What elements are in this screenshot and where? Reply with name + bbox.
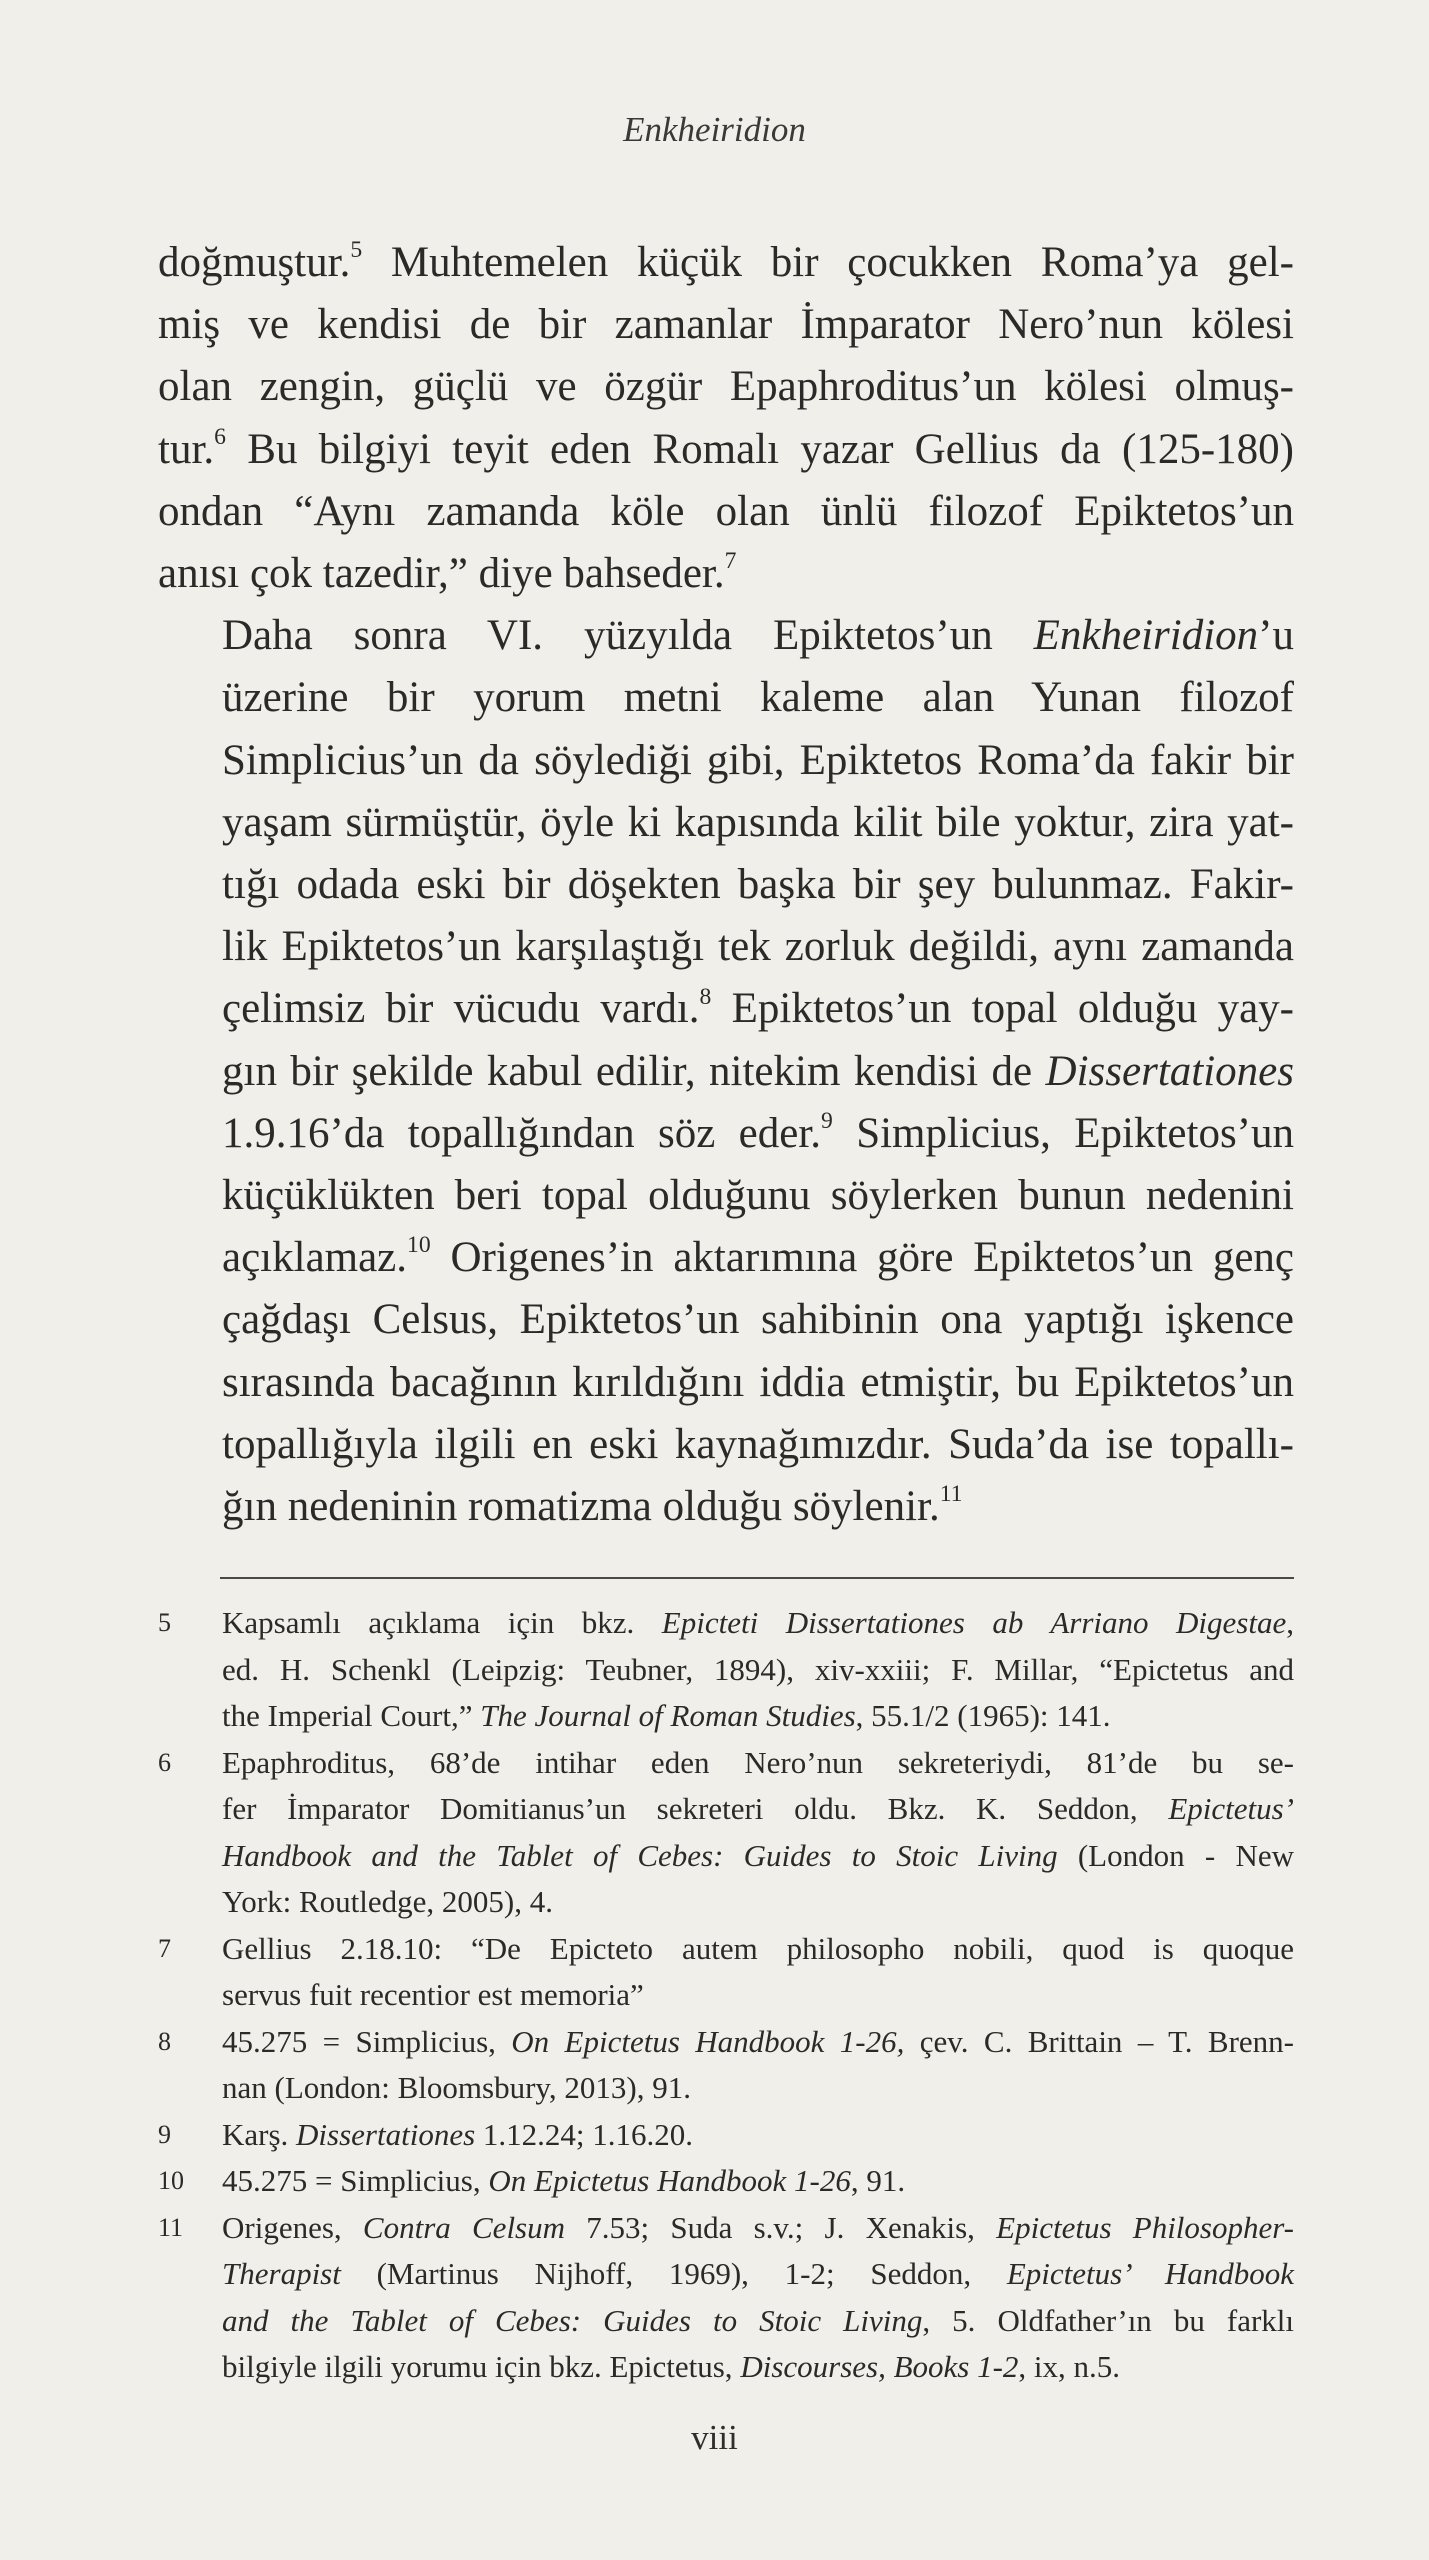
footnote-5: [158, 1600, 1294, 1740]
text-line: [158, 543, 1294, 605]
text-run: çev. C. Brittain – T. Brenn-: [904, 2023, 1294, 2059]
text-line: [158, 1352, 1294, 1414]
italic-title: Handbook and the Tablet of Cebes: Guides to Stoic Living: [222, 1837, 1058, 1873]
text-run: Kapsamlı açıklama için bkz.: [222, 1605, 662, 1640]
text-run: tığı odada eski bir döşekten başka bir şey bulunmaz. Fakir-: [222, 861, 1294, 909]
text-line: [158, 232, 1294, 294]
footnote-7: [158, 1926, 1294, 2019]
text-run: bilgiyle ilgili yorumu için bkz. Epictetus,: [222, 2349, 741, 2384]
paragraph-1: [158, 232, 1294, 605]
text-run: nan (London: Bloomsbury, 2013), 91.: [222, 2070, 691, 2105]
text-run: servus fuit recentior est memoria”: [222, 1977, 644, 2012]
italic-title: Discourses, Books 1-2: [740, 2349, 1019, 2384]
italic-title: Epictetus’: [1168, 1791, 1294, 1826]
text-run: , 55.1/2 (1965): 141.: [855, 1698, 1111, 1733]
paragraph-2: [158, 605, 1294, 1538]
text-line: [158, 605, 1294, 667]
text-line: [158, 667, 1294, 729]
italic-title: Enkheiridion: [1033, 612, 1259, 660]
footnote-text: [222, 1740, 1294, 1926]
text-run: çağdaşı Celsus, Epiktetos’un sahibinin ona yaptığı işkence: [222, 1296, 1294, 1344]
footnote-line: [222, 2298, 1294, 2345]
page-number: viii: [691, 2418, 738, 2457]
text-line: [158, 1476, 1294, 1538]
text-run: miş ve kendisi de bir zamanlar İmparator Nero’nun kölesi: [158, 301, 1294, 349]
text-run: the Imperial Court,”: [222, 1698, 481, 1733]
text-run: Origenes,: [222, 2209, 363, 2245]
footnote-text: [222, 2205, 1294, 2391]
footnote-text: [222, 1926, 1294, 2019]
footnote-number: 9: [158, 2119, 171, 2149]
italic-title: Contra Celsum: [362, 2209, 566, 2245]
italic-title: The Journal of Roman Studies: [480, 1698, 856, 1733]
text-run: açıklamaz.: [222, 1234, 408, 1282]
text-run: ğın nedeninin romatizma olduğu söylenir.: [222, 1483, 940, 1531]
text-run: Gellius 2.18.10: “De Epicteto autem philosopho nobili, quod is quoque: [222, 1930, 1294, 1966]
text-run: , ix, n.5.: [1018, 2349, 1121, 2384]
text-line: [158, 916, 1294, 978]
text-run: ondan “Aynı zamanda köle olan ünlü filozof Epiktetos’un: [158, 487, 1294, 535]
footnote-number: 5: [158, 1608, 171, 1637]
text-line: [158, 730, 1294, 792]
text-line: [158, 978, 1294, 1040]
footnote-line: [222, 2112, 1294, 2159]
italic-title: On Epictetus Handbook 1-26: [488, 2163, 851, 2198]
text-run: gın bir şekilde kabul edilir, nitekim kendisi de: [222, 1047, 1046, 1095]
footnote-line: [222, 2019, 1294, 2066]
text-run: Muhtemelen küçük bir çocukken Roma’ya gel-: [362, 239, 1294, 286]
text-line: [158, 419, 1294, 481]
text-run: küçüklükten beri topal olduğunu söylerken bunun nedenini: [222, 1172, 1294, 1220]
text-line: [158, 854, 1294, 916]
text-line: [158, 1041, 1294, 1103]
footnote-line: [222, 2205, 1294, 2252]
footnote-8: [158, 2019, 1294, 2112]
footnote-ref: 5: [350, 237, 363, 264]
footnote-rule: [220, 1577, 1294, 1579]
text-run: Epaphroditus, 68’de intihar eden Nero’nun sekreteriydi, 81’de bu se-: [222, 1744, 1294, 1780]
footnote-number: 10: [158, 2166, 184, 2195]
italic-title: Dissertationes: [296, 2116, 476, 2152]
footnote-line: [222, 2251, 1294, 2298]
text-run: Epiktetos’un topal olduğu yay-: [711, 985, 1294, 1033]
text-run: 1.12.24; 1.16.20.: [475, 2116, 694, 2152]
text-run: tur.: [158, 425, 215, 473]
footnote-ref: 6: [214, 423, 226, 450]
italic-title: Epicteti Dissertationes ab Arriano Digestae: [661, 1605, 1287, 1640]
footnote-number: 7: [158, 1933, 171, 1963]
text-line: [158, 1227, 1294, 1289]
footnote-number: 6: [158, 1747, 171, 1777]
text-line: [158, 481, 1294, 543]
text-run: 1.9.16’da topallığından söz eder.: [222, 1109, 822, 1157]
text-run: Bu bilgiyi teyit eden Romalı yazar Gellius da (125-180): [225, 425, 1294, 473]
text-line: [158, 792, 1294, 854]
text-run: ed. H. Schenkl (Leipzig: Teubner, 1894), xiv-xxiii; F. Millar, “Epictetus and: [222, 1651, 1294, 1687]
footnote-6: [158, 1740, 1294, 1926]
italic-title: Therapist: [222, 2256, 341, 2291]
footnote-ref: 10: [407, 1232, 431, 1259]
text-line: [158, 1289, 1294, 1351]
footnote-ref: 7: [724, 548, 737, 575]
footnote-line: [222, 1833, 1294, 1880]
footnotes: [158, 1600, 1294, 2391]
footnote-number: 8: [158, 2026, 171, 2056]
footnote-line: [222, 1647, 1294, 1694]
text-line: [158, 1165, 1294, 1227]
main-text: [158, 232, 1294, 1538]
text-line: [158, 294, 1294, 356]
footnote-10: [158, 2158, 1294, 2205]
text-run: Simplicius’un da söylediği gibi, Epiktetos Roma’da fakir bir: [222, 736, 1294, 784]
footnote-line: [222, 1693, 1294, 1740]
text-run: üzerine bir yorum metni kaleme alan Yunan filozof: [222, 674, 1294, 722]
text-run: topallığıyla ilgili en eski kaynağımızdır. Suda’da ise topallı-: [222, 1420, 1294, 1468]
text-run: olan zengin, güçlü ve özgür Epaphroditus’un kölesi olmuş-: [158, 363, 1294, 411]
text-run: (London - New: [1057, 1837, 1294, 1873]
footnote-number: 11: [158, 2212, 184, 2242]
text-run: 45.275 = Simplicius,: [222, 2163, 489, 2198]
footnote-text: [222, 2158, 1294, 2205]
text-run: Simplicius, Epiktetos’un: [832, 1109, 1295, 1157]
text-run: Origenes’in aktarımına göre Epiktetos’un genç: [430, 1234, 1294, 1282]
text-run: çelimsiz bir vücudu vardı.: [222, 985, 700, 1033]
text-line: [158, 1103, 1294, 1165]
italic-title: On Epictetus Handbook 1-26,: [511, 2023, 905, 2059]
text-line: [158, 356, 1294, 418]
footnote-line: [222, 1926, 1294, 1973]
footnote-text: [222, 1600, 1294, 1740]
footnote-ref: 8: [699, 983, 712, 1010]
text-run: , 5. Oldfather’ın bu farklı: [922, 2302, 1295, 2338]
footnote-line: [222, 1879, 1294, 1926]
italic-title: and the Tablet of Cebes: Guides to Stoic Living: [222, 2302, 923, 2338]
footnote-ref: 11: [939, 1481, 963, 1508]
footnote-line: [222, 1740, 1294, 1787]
text-run: 45.275 = Simplicius,: [222, 2023, 512, 2059]
text-run: Daha sonra VI. yüzyılda Epiktetos’un: [222, 612, 1034, 660]
footnote-11: [158, 2205, 1294, 2391]
running-head: Enkheiridion: [623, 110, 806, 149]
italic-title: Dissertationes: [1045, 1047, 1294, 1095]
footnote-9: [158, 2112, 1294, 2159]
footnote-text: [222, 2112, 1294, 2159]
text-run: , 91.: [850, 2163, 906, 2198]
text-run: yaşam sürmüştür, öyle ki kapısında kilit bile yoktur, zira yat-: [222, 798, 1294, 846]
footnote-line: [222, 1600, 1294, 1647]
footnote-text: [222, 2019, 1294, 2112]
text-run: fer İmparator Domitianus’un sekreteri oldu. Bkz. K. Seddon,: [222, 1791, 1169, 1826]
footnote-line: [222, 1786, 1294, 1833]
text-run: 7.53; Suda s.v.; J. Xenakis,: [565, 2209, 997, 2245]
text-run: ,: [1286, 1605, 1294, 1640]
text-run: (Martinus Nijhoff, 1969), 1-2; Seddon,: [340, 2256, 1007, 2291]
italic-title: Epictetus Philosopher-: [996, 2209, 1295, 2245]
text-run: doğmuştur.: [158, 239, 351, 286]
footnote-line: [222, 2158, 1294, 2205]
text-run: ’u: [1258, 612, 1294, 660]
text-run: sırasında bacağının kırıldığını iddia etmiştir, bu Epiktetos’un: [222, 1358, 1294, 1406]
text-run: anısı çok tazedir,” diye bahseder.: [158, 550, 725, 598]
footnote-line: [222, 2344, 1294, 2391]
footnote-line: [222, 2065, 1294, 2112]
footnote-line: [222, 1972, 1294, 2019]
footnote-ref: 9: [821, 1107, 833, 1134]
text-run: York: Routledge, 2005), 4.: [222, 1884, 553, 1919]
text-run: Karş.: [222, 2116, 297, 2152]
text-line: [158, 1414, 1294, 1476]
italic-title: Epictetus’ Handbook: [1006, 2256, 1295, 2291]
text-run: lik Epiktetos’un karşılaştığı tek zorluk değildi, aynı zamanda: [222, 923, 1294, 971]
